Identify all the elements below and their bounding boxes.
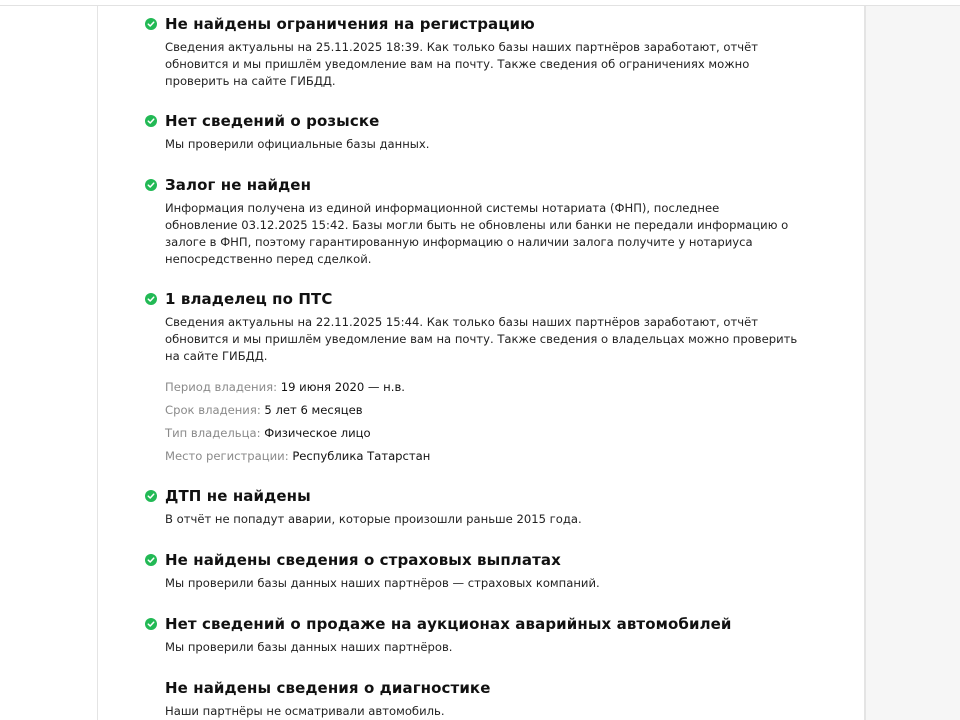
section-title: Нет сведений о розыске (165, 112, 380, 130)
section-title: ДТП не найдены (165, 487, 311, 505)
detail-label: Место регистрации: (165, 449, 289, 463)
registration-place (165, 448, 825, 471)
desc-line: Сведения актуальны на 25.11.2025 18:39. Как только базы наших партнёров заработают, отчёт (165, 40, 759, 54)
section-title: Не найдены ограничения на регистрацию (165, 15, 535, 33)
section-registration-restrictions (145, 13, 825, 90)
check-circle-icon (145, 490, 157, 502)
check-circle-icon (145, 618, 157, 630)
section-diagnostics (145, 677, 825, 720)
section-description (165, 314, 798, 365)
section-title: Не найдены сведения о диагностике (165, 679, 491, 697)
detail-value: 5 лет 6 месяцев (264, 403, 363, 417)
detail-value: Республика Татарстан (292, 449, 431, 463)
right-sidebar (864, 6, 960, 720)
section-insurance-payments (145, 549, 825, 592)
detail-label: Срок владения: (165, 403, 261, 417)
ownership-period (165, 379, 825, 402)
desc-line: В отчёт не попадут аварии, которые произошли раньше 2015 года. (165, 512, 582, 526)
section-title: Нет сведений о продаже на аукционах аварийных автомобилей (165, 615, 732, 633)
check-circle-icon (145, 554, 157, 566)
section-title: 1 владелец по ПТС (165, 290, 333, 308)
detail-label: Тип владельца: (165, 426, 261, 440)
desc-line: обновится и мы пришлём уведомление вам на почту. Также сведения о владельцах можно проверить (165, 332, 798, 346)
section-wanted (145, 110, 825, 153)
desc-line: обновится и мы пришлём уведомление вам на почту. Также сведения об ограничениях можно (165, 57, 750, 71)
section-description (165, 639, 795, 656)
check-circle-icon (145, 18, 157, 30)
check-circle-icon (145, 293, 157, 305)
desc-line: Мы проверили официальные базы данных. (165, 137, 430, 151)
desc-line: проверить на сайте ГИБДД. (165, 74, 336, 88)
desc-line: непосредственно перед сделкой. (165, 252, 372, 266)
desc-line: Мы проверили базы данных наших партнёров. (165, 640, 453, 654)
section-description (165, 703, 795, 720)
section-owners (145, 288, 825, 471)
desc-line: залоге в ФНП, поэтому гарантированную информацию о наличии залога получите у нотариуса (165, 235, 753, 249)
ownership-duration (165, 402, 825, 425)
section-auctions (145, 613, 825, 656)
section-pledge (145, 174, 825, 268)
section-description (165, 511, 795, 528)
desc-line: на сайте ГИБДД. (165, 349, 268, 363)
section-description (165, 575, 795, 592)
section-description (165, 200, 795, 268)
detail-value: Физическое лицо (264, 426, 371, 440)
desc-line: Сведения актуальны на 22.11.2025 15:44. Как только базы наших партнёров заработают, отчёт (165, 315, 759, 329)
detail-value: 19 июня 2020 — н.в. (280, 380, 405, 394)
desc-line: обновление 03.12.2025 15:42. Базы могли быть не обновлены или банки не передали информацию о (165, 218, 789, 232)
desc-line: Мы проверили базы данных наших партнёров — страховых компаний. (165, 576, 600, 590)
section-title: Не найдены сведения о страховых выплатах (165, 551, 561, 569)
desc-line: Информация получена из единой информационной системы нотариата (ФНП), последнее (165, 201, 720, 215)
section-description (165, 136, 795, 153)
left-gutter (0, 6, 97, 720)
section-description (165, 39, 795, 90)
desc-line: Наши партнёры не осматривали автомобиль. (165, 704, 445, 718)
owner-type (165, 425, 825, 448)
check-circle-icon (145, 115, 157, 127)
detail-label: Период владения: (165, 380, 278, 394)
check-circle-icon (145, 179, 157, 191)
section-title: Залог не найден (165, 176, 312, 194)
section-accidents (145, 485, 825, 528)
